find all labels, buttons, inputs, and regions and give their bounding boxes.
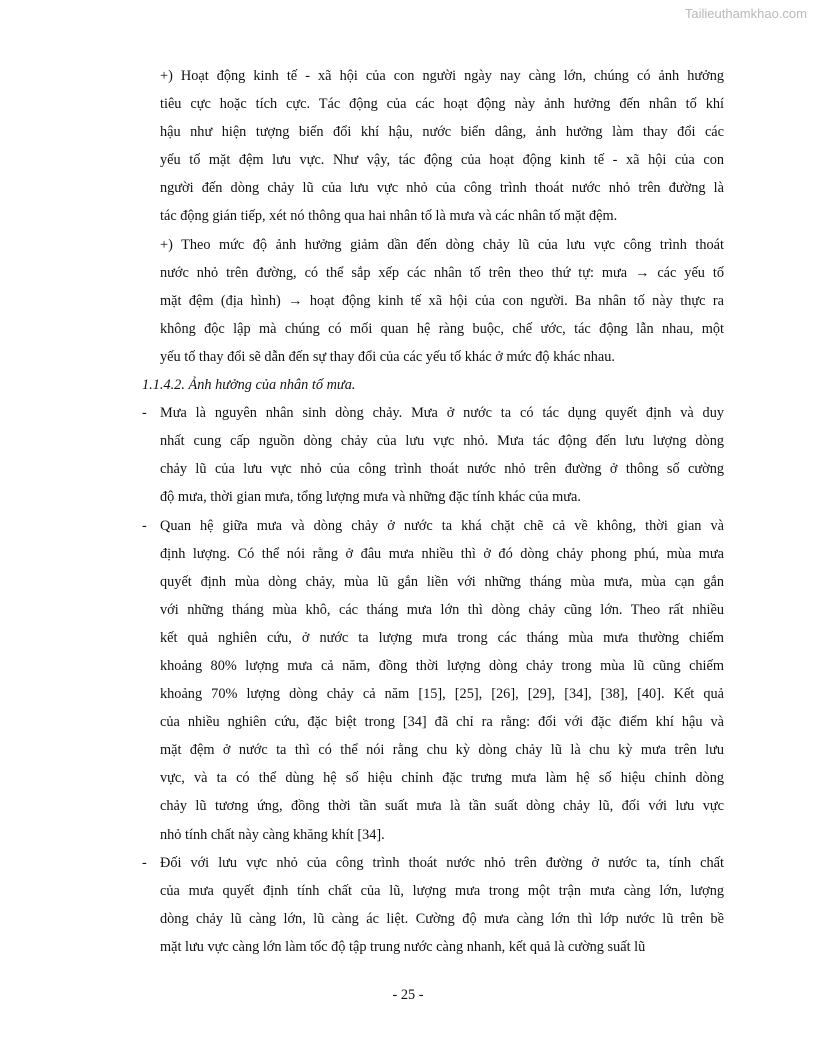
text-line: không độc lập mà chúng có mối quan hệ ràng buộc, chế ước, tác động lẫn nhau, một: [160, 320, 724, 337]
text-line: dòng chảy lũ càng lớn, lũ càng ác liệt. Cường độ mưa càng lớn thì lớp nước lũ trên bề: [160, 910, 724, 927]
text-line: của mưa quyết định tính chất của lũ, lượng mưa trong một trận mưa càng lớn, lượng: [160, 882, 724, 899]
bullet-dash: -: [142, 405, 147, 422]
text-line: độ mưa, thời gian mưa, tổng lượng mưa và những đặc tính khác của mưa.: [160, 489, 581, 506]
text-line: +) Hoạt động kinh tế - xã hội của con người ngày nay càng lớn, chúng có ảnh hưởng: [160, 68, 724, 84]
text-line: Quan hệ giữa mưa và dòng chảy ở nước ta khá chặt chẽ cả về không, thời gian và: [160, 517, 724, 534]
section-heading: 1.1.4.2. Ảnh hưởng của nhân tố mưa.: [142, 377, 356, 394]
page-number: - 25 -: [392, 987, 424, 1003]
text-line: chảy lũ của lưu vực nhỏ của công trình thoát nước nhỏ trên đường ở thông số cường: [160, 461, 724, 478]
text-line: của nhiều nghiên cứu, đặc biệt trong [34] đã chỉ ra rằng: đối với đặc điểm khí hậu và: [160, 714, 724, 731]
text-line: tiêu cực hoặc tích cực. Tác động của các hoạt động này ảnh hưởng đến nhân tố khí: [160, 96, 724, 113]
text-line: yếu tố thay đổi sẽ dẫn đến sự thay đổi của các yếu tố khác ở mức độ khác nhau.: [160, 348, 616, 365]
text-line: khoảng 70% lượng dòng chảy cả năm [15], [25], [26], [29], [34], [38], [40]. Kết quả: [160, 686, 724, 703]
watermark: Tailieuthamkhao.com: [684, 6, 807, 21]
text-line: quyết định mùa dòng chảy, mùa lũ gắn liền với những tháng mùa mưa, mùa cạn gắn: [160, 573, 724, 590]
text-line: với những tháng mùa khô, các tháng mưa lớn thì dòng chảy cũng lớn. Theo rất nhiều: [160, 601, 724, 618]
bullet-dash: -: [142, 517, 147, 534]
paragraph-factor-ranking: [142, 231, 724, 371]
paragraph-human-activity: [142, 62, 724, 231]
text-line: kết quả nghiên cứu, ở nước ta lượng mưa trong các tháng mùa mưa thường chiếm: [160, 629, 724, 646]
text-line: hậu như hiện tượng biến đổi khí hậu, nước biển dâng, ảnh hưởng làm thay đổi các: [160, 124, 724, 141]
text-line: chảy lũ tương ứng, đồng thời tần suất mưa là tần suất dòng chảy lũ, đối với lưu vực: [160, 798, 724, 815]
bullet-dash: -: [142, 854, 147, 871]
text-line: nước nhỏ trên đường, có thể sắp xếp các nhân tố trên theo thứ tự: mưa → các yếu tố: [160, 264, 724, 281]
bullet-item: [142, 512, 724, 849]
text-line: mặt đệm ở nước ta thì có thể nói rằng chu kỳ dòng chảy lũ là chu kỳ mưa trên lưu: [160, 742, 724, 759]
text-line: yếu tố mặt đệm lưu vực. Như vậy, tác động của hoạt động kinh tế - xã hội của con: [160, 152, 724, 169]
text-line: +) Theo mức độ ảnh hưởng giảm dần đến dòng chảy lũ của lưu vực công trình thoát: [160, 236, 724, 253]
text-line: nhất cung cấp nguồn dòng chảy của lưu vực nhỏ. Mưa tác động đến lưu lượng dòng: [160, 433, 724, 450]
text-line: mặt lưu vực càng lớn làm tốc độ tập trung nước càng nhanh, kết quả là cường suất lũ: [160, 938, 646, 955]
text-line: mặt đệm (địa hình) → hoạt động kinh tế xã hội của con người. Ba nhân tố này thực ra: [160, 292, 724, 309]
text-line: Đối với lưu vực nhỏ của công trình thoát nước nhỏ trên đường ở nước ta, tính chất: [160, 854, 724, 871]
text-line: Mưa là nguyên nhân sinh dòng chảy. Mưa ở nước ta có tác dụng quyết định và duy: [160, 405, 724, 422]
bullet-item: [142, 849, 724, 961]
text-line: vực, và ta có thể dùng hệ số hiệu chỉnh đặc trưng mưa làm hệ số hiệu chỉnh dòng: [160, 770, 724, 787]
text-line: nhỏ tính chất này càng khăng khít [34].: [160, 826, 385, 843]
document-page: [142, 62, 724, 961]
text-line: khoảng 80% lượng mưa cả năm, đồng thời lượng dòng chảy trong mùa lũ cũng chiếm: [160, 657, 724, 674]
text-line: định lượng. Có thể nói rằng ở đâu mưa nhiều thì ở đó dòng chảy phong phú, mùa mưa: [160, 545, 724, 562]
bullet-item: [142, 399, 724, 511]
text-line: tác động gián tiếp, xét nó thông qua hai nhân tố là mưa và các nhân tố mặt đệm.: [160, 208, 618, 225]
text-line: người đến dòng chảy lũ của lưu vực nhỏ của công trình thoát nước nhỏ trên đường là: [160, 180, 724, 197]
